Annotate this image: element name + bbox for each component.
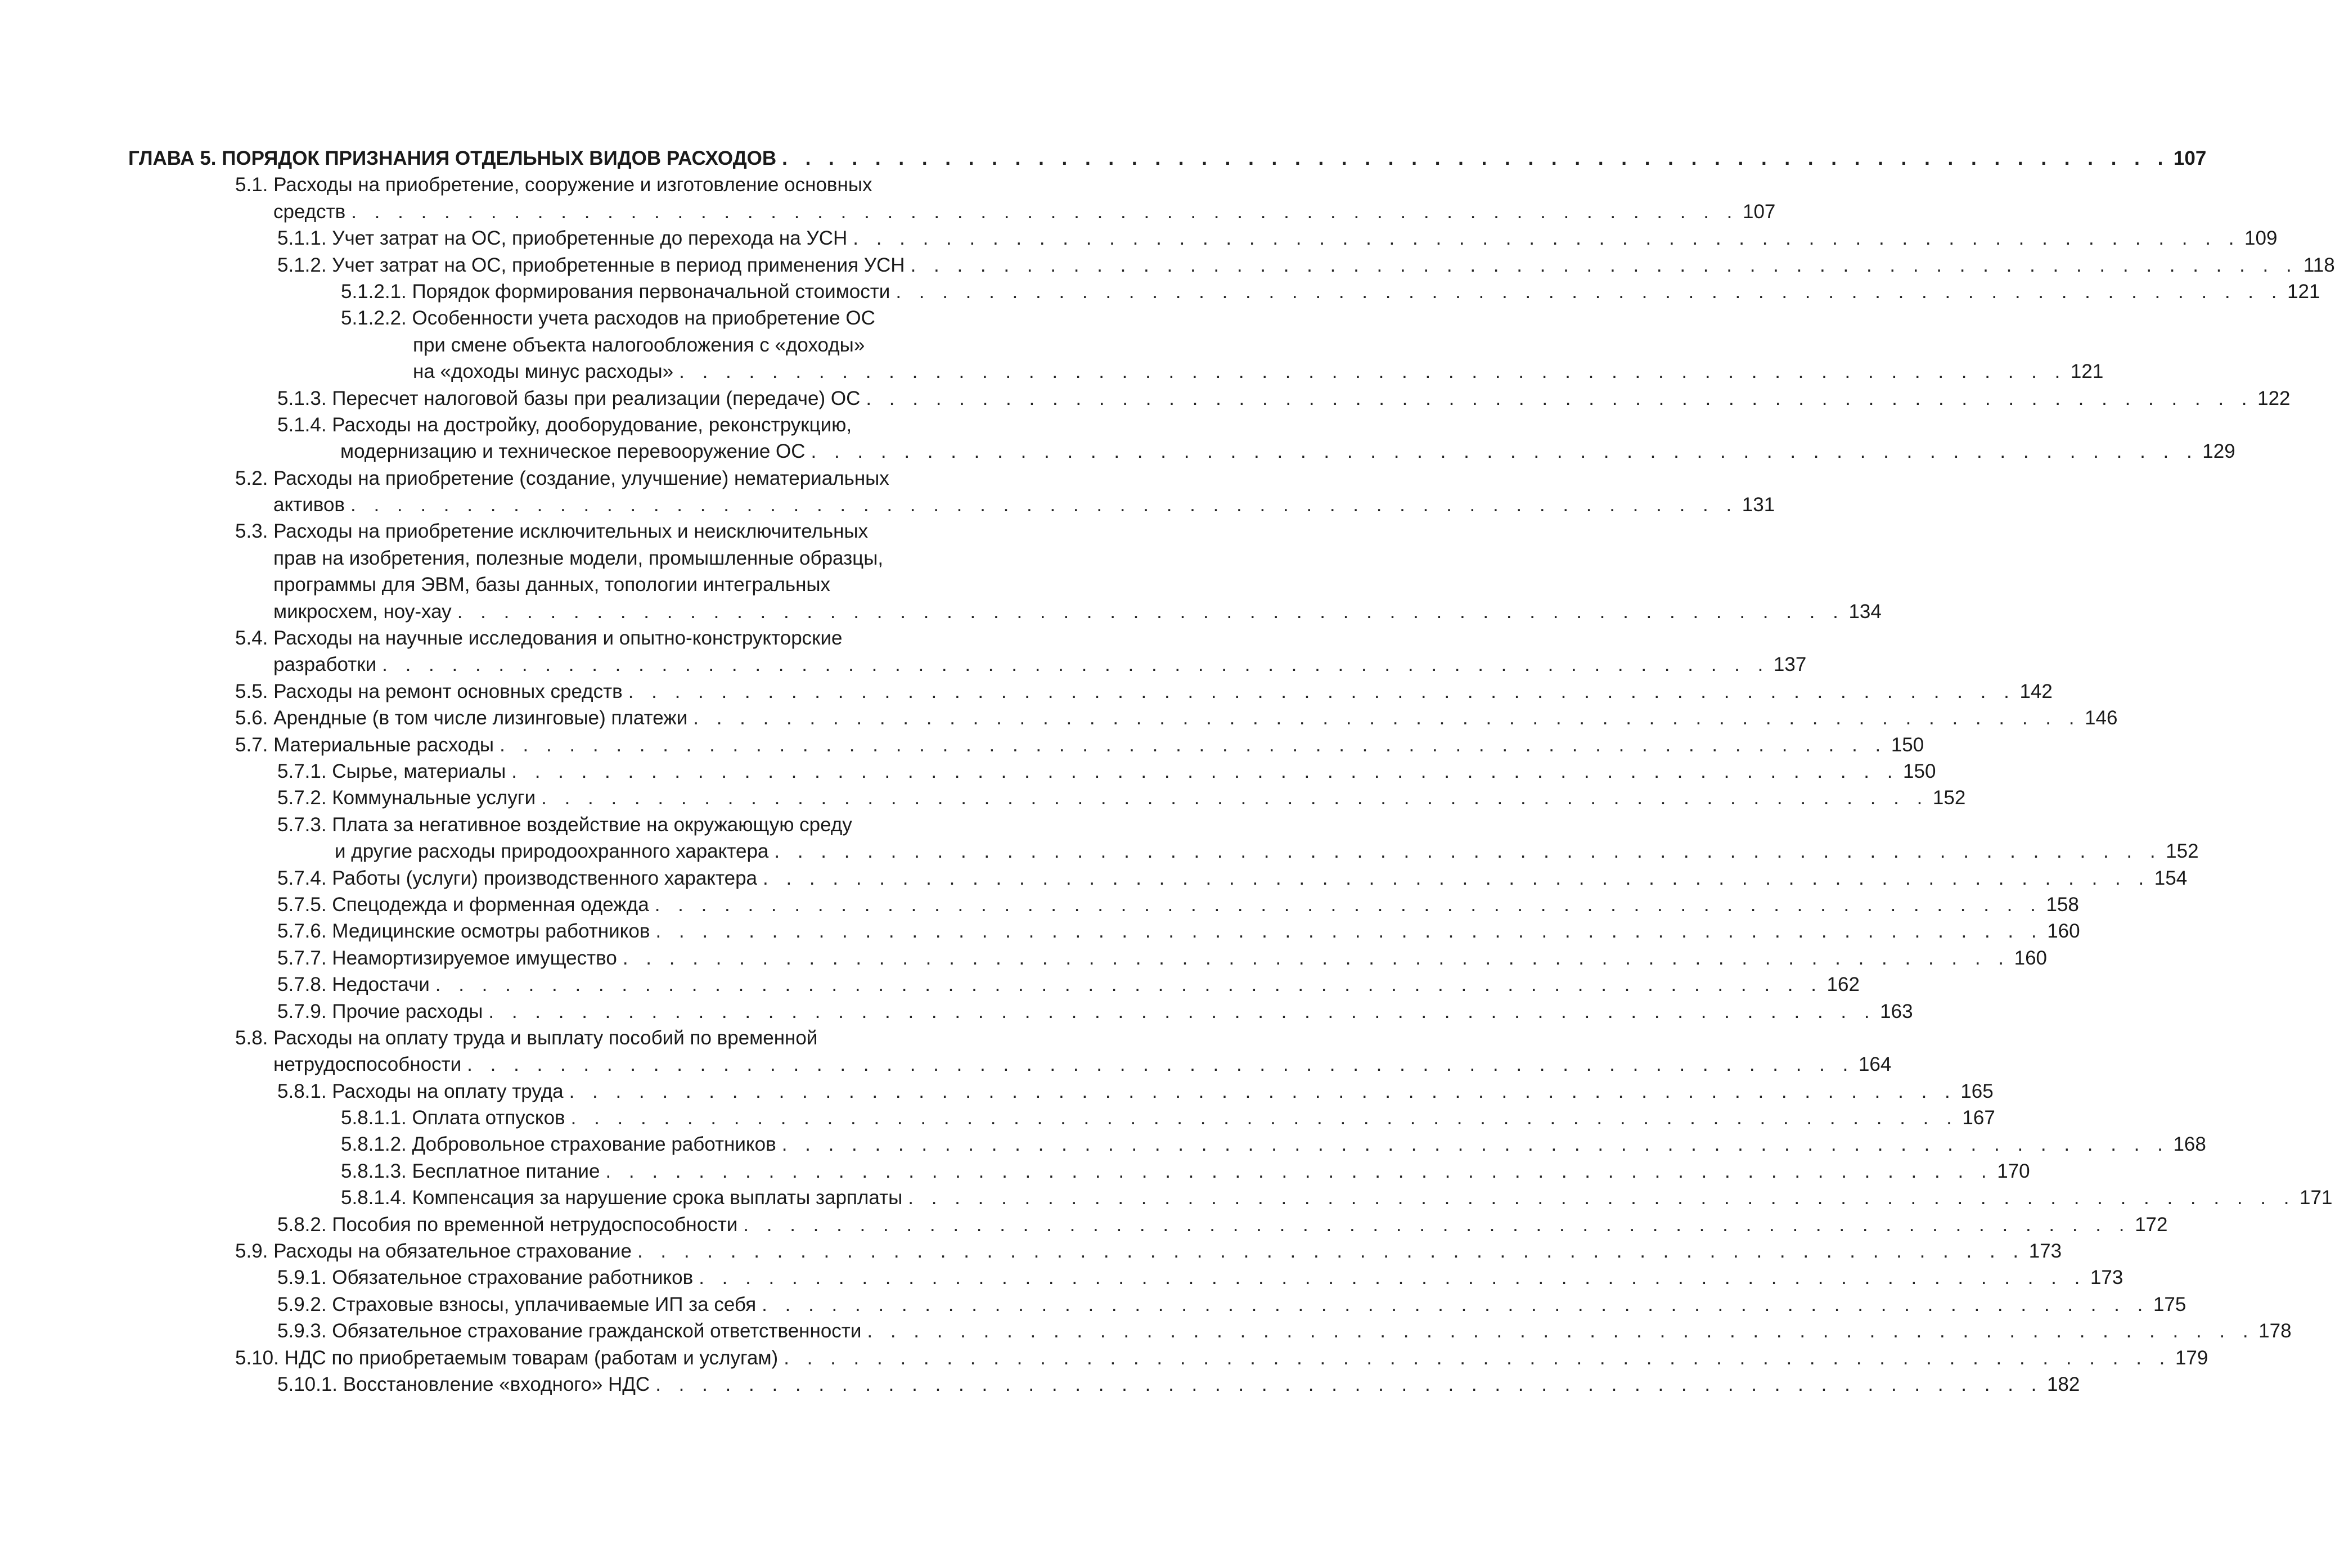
toc-entry: [128, 465, 960, 492]
toc-entry: [128, 918, 2080, 944]
toc-entry-continuation: [128, 545, 960, 571]
toc-entry: [128, 1345, 2208, 1371]
dot-leader: . . . . . . . . . . . . . . . . . . . . . . . . . . . . . . . . . . . . . . . . . . . . . . . . . . . . . . . . . . . .: [763, 867, 2150, 889]
toc-page-number: 158: [2046, 893, 2079, 916]
toc-entry: [128, 145, 2207, 172]
toc-page-number: 178: [2258, 1320, 2292, 1342]
toc-entry: [128, 1105, 1995, 1131]
toc-entry-title: 5.8.1.2. Добровольное страхование работников: [341, 1133, 776, 1156]
dot-leader: . . . . . . . . . . . . . . . . . . . . . . . . . . . . . . . . . . . . . . . . . . . . . . . . . . . . . . . . . . . .: [628, 680, 2015, 702]
toc-entry-title: 5.8.1.4. Компенсация за нарушение срока выплаты зарплаты: [341, 1187, 903, 1209]
toc-entry-continuation: [128, 598, 1882, 625]
toc-entry-title: 5.9.3. Обязательное страхование гражданской ответственности: [277, 1320, 862, 1342]
toc-entry: [128, 1371, 2080, 1398]
toc-entry: [128, 678, 2053, 705]
toc-entry-title: 5.1.2.2. Особенности учета расходов на приобретение ОС: [341, 307, 875, 330]
toc-page-number: 142: [2019, 680, 2053, 702]
toc-page-number: 122: [2257, 387, 2291, 409]
toc-page-number: 164: [1858, 1053, 1892, 1076]
toc-page-number: 168: [2173, 1133, 2206, 1156]
toc-entry: [128, 278, 2320, 305]
toc-entry-continuation: [128, 492, 1775, 518]
dot-leader: . . . . . . . . . . . . . . . . . . . . . . . . . . . . . . . . . . . . . . . . . . . . . . . . . . . . . . . . . . . .: [637, 1240, 2025, 1263]
toc-entry-title: разработки: [273, 654, 377, 676]
toc-entry: [128, 1131, 2206, 1157]
toc-entry: [128, 225, 2278, 251]
dot-leader: . . . . . . . . . . . . . . . . . . . . . . . . . . . . . . . . . . . . . . . . . . . . . . . . . . . . . . . . . . . .: [569, 1080, 1956, 1102]
toc-page-number: 165: [1960, 1080, 1994, 1102]
toc-entry-title: средств: [273, 200, 346, 223]
toc-entry: [128, 412, 960, 438]
toc-entry-title: 5.8.1.1. Оплата отпусков: [341, 1107, 565, 1129]
toc-page-number: 154: [2154, 867, 2188, 889]
toc-entry: [128, 1238, 2062, 1264]
dot-leader: . . . . . . . . . . . . . . . . . . . . . . . . . . . . . . . . . . . . . . . . . . . . . . . . . . . . . . . . . . . .: [511, 760, 1899, 782]
toc-entry: [128, 1318, 2292, 1344]
toc-entry: [128, 1291, 2186, 1318]
dot-leader: . . . . . . . . . . . . . . . . . . . . . . . . . . . . . . . . . . . . . . . . . . . . . . . . . . . . . . . . . . . .: [743, 1213, 2131, 1236]
toc-entry-title: 5.7.3. Плата за негативное воздействие на окружающую среду: [277, 813, 852, 836]
dot-leader: . . . . . . . . . . . . . . . . . . . . . . . . . . . . . . . . . . . . . . . . . . . . . . . . . . . . . . . . . . . .: [488, 1000, 1876, 1022]
toc-entry-title: при смене объекта налогообложения с «доходы»: [413, 334, 865, 356]
toc-entry-title: 5.7.9. Прочие расходы: [277, 1000, 483, 1022]
toc-entry-title: 5.8.1.3. Бесплатное питание: [341, 1160, 600, 1182]
toc-entry: [128, 945, 2048, 971]
toc-page-number: 173: [2090, 1267, 2123, 1289]
toc-entry-title: 5.9.2. Страховые взносы, уплачиваемые ИП за себя: [277, 1293, 757, 1315]
toc-page-number: 131: [1742, 494, 1775, 516]
toc-entry-title: 5.6. Арендные (в том числе лизинговые) платежи: [235, 707, 688, 729]
dot-leader: . . . . . . . . . . . . . . . . . . . . . . . . . . . . . . . . . . . . . . . . . . . . . . . . . . . . . . . . . . . .: [781, 1133, 2169, 1156]
toc-page-number: 173: [2028, 1240, 2062, 1263]
toc-entry-title: 5.8. Расходы на оплату труда и выплату пособий по временной: [235, 1026, 818, 1049]
toc-entry-title: на «доходы минус расходы»: [413, 361, 674, 383]
toc-page-number: 175: [2153, 1293, 2186, 1315]
toc-entry-continuation: [128, 1051, 1892, 1078]
dot-leader: . . . . . . . . . . . . . . . . . . . . . . . . . . . . . . . . . . . . . . . . . . . . . . . . . . . . . . . . . . . .: [605, 1160, 1993, 1182]
toc-entry-title: 5.9. Расходы на обязательное страхование: [235, 1240, 632, 1263]
dot-leader: . . . . . . . . . . . . . . . . . . . . . . . . . . . . . . . . . . . . . . . . . . . . . . . . . . . . . . . . . . . .: [784, 1346, 2171, 1369]
toc-entry-title: 5.1.2. Учет затрат на ОС, приобретенные в период применения УСН: [277, 254, 905, 276]
dot-leader: . . . . . . . . . . . . . . . . . . . . . . . . . . . . . . . . . . . . . . . . . . . . . . . . . . . . . . . . . . . .: [866, 387, 2253, 409]
toc-entry-title: 5.7.2. Коммунальные услуги: [277, 787, 536, 809]
toc-entry: [128, 758, 1936, 785]
toc-page-number: 137: [1773, 654, 1807, 676]
toc-entry-title: 5.5. Расходы на ремонт основных средств: [235, 680, 623, 702]
toc-page-number: 118: [2303, 254, 2335, 276]
toc-page-number: 163: [1880, 1000, 1913, 1022]
dot-leader: . . . . . . . . . . . . . . . . . . . . . . . . . . . . . . . . . . . . . . . . . . . . . . . . . . . . . . . . . . . .: [654, 893, 2042, 916]
toc-entry-title: 5.10. НДС по приобретаемым товарам (работам и услугам): [235, 1346, 779, 1369]
table-of-contents: [128, 145, 2335, 1398]
dot-leader: . . . . . . . . . . . . . . . . . . . . . . . . . . . . . . . . . . . . . . . . . . . . . . . . . . . . . . . . . . . .: [679, 361, 2067, 383]
toc-entry-title: 5.7.5. Спецодежда и форменная одежда: [277, 893, 649, 916]
dot-leader: . . . . . . . . . . . . . . . . . . . . . . . . . . . . . . . . . . . . . . . . . . . . . . . . . . . . . . . . . . . .: [782, 147, 2170, 169]
toc-entry: [128, 1078, 1994, 1105]
toc-page-number: 160: [2047, 920, 2080, 943]
dot-leader: . . . . . . . . . . . . . . . . . . . . . . . . . . . . . . . . . . . . . . . . . . . . . . . . . . . . . . . . . . . .: [867, 1320, 2255, 1342]
toc-page-number: 107: [1742, 200, 1776, 223]
toc-entry: [128, 518, 960, 544]
toc-page-number: 109: [2244, 227, 2278, 250]
toc-entry: [128, 1211, 2168, 1238]
dot-leader: . . . . . . . . . . . . . . . . . . . . . . . . . . . . . . . . . . . . . . . . . . . . . . . . . . . . . . . . . . . .: [435, 974, 1823, 996]
dot-leader: . . . . . . . . . . . . . . . . . . . . . . . . . . . . . . . . . . . . . . . . . . . . . . . . . . . . . . . . . . . .: [910, 254, 2298, 276]
toc-page-number: 107: [2173, 147, 2207, 169]
toc-page-number: 121: [2287, 280, 2320, 303]
toc-entry-title: прав на изобретения, полезные модели, промышленные образцы,: [273, 547, 884, 569]
toc-entry-title: нетрудоспособности: [273, 1053, 462, 1076]
toc-entry-continuation: [128, 199, 1776, 225]
toc-entry-title: 5.9.1. Обязательное страхование работников: [277, 1267, 694, 1289]
toc-entry: [128, 732, 1924, 758]
toc-entry: [128, 305, 960, 331]
toc-entry-title: 5.7.7. Неамортизируемое имущество: [277, 947, 617, 969]
dot-leader: . . . . . . . . . . . . . . . . . . . . . . . . . . . . . . . . . . . . . . . . . . . . . . . . . . . . . . . . . . . .: [699, 1267, 2086, 1289]
dot-leader: . . . . . . . . . . . . . . . . . . . . . . . . . . . . . . . . . . . . . . . . . . . . . . . . . . . . . . . . . . . .: [467, 1053, 1855, 1076]
toc-entry-title: микросхем, ноу-хау: [273, 600, 452, 623]
dot-leader: . . . . . . . . . . . . . . . . . . . . . . . . . . . . . . . . . . . . . . . . . . . . . . . . . . . . . . . . . . . .: [853, 227, 2240, 250]
toc-page-number: 150: [1903, 760, 1936, 782]
toc-entry: [128, 385, 2291, 412]
dot-leader: . . . . . . . . . . . . . . . . . . . . . . . . . . . . . . . . . . . . . . . . . . . . . . . . . . . . . . . . . . . .: [762, 1293, 2149, 1315]
toc-entry-title: и другие расходы природоохранного характера: [335, 840, 769, 863]
dot-leader: . . . . . . . . . . . . . . . . . . . . . . . . . . . . . . . . . . . . . . . . . . . . . . . . . . . . . . . . . . . .: [896, 280, 2283, 303]
toc-entry-title: 5.7. Материальные расходы: [235, 733, 494, 756]
toc-entry-title: программы для ЭВМ, базы данных, топологии интегральных: [273, 574, 831, 596]
toc-page-number: 172: [2135, 1213, 2168, 1236]
toc-page-number: 170: [1997, 1160, 2030, 1182]
dot-leader: . . . . . . . . . . . . . . . . . . . . . . . . . . . . . . . . . . . . . . . . . . . . . . . . . . . . . . . . . . . .: [457, 600, 1844, 623]
toc-page-number: 152: [2166, 840, 2199, 863]
toc-entry: [128, 971, 1860, 998]
dot-leader: . . . . . . . . . . . . . . . . . . . . . . . . . . . . . . . . . . . . . . . . . . . . . . . . . . . . . . . . . . . .: [655, 1373, 2043, 1395]
dot-leader: . . . . . . . . . . . . . . . . . . . . . . . . . . . . . . . . . . . . . . . . . . . . . . . . . . . . . . . . . . . .: [570, 1107, 1958, 1129]
dot-leader: . . . . . . . . . . . . . . . . . . . . . . . . . . . . . . . . . . . . . . . . . . . . . . . . . . . . . . . . . . . .: [382, 654, 1770, 676]
toc-entry: [128, 865, 2188, 891]
toc-entry: [128, 812, 960, 838]
toc-entry-title: 5.10.1. Восстановление «входного» НДС: [277, 1373, 650, 1395]
toc-page-number: 129: [2202, 440, 2235, 463]
toc-page-number: 150: [1891, 733, 1924, 756]
toc-entry: [128, 172, 960, 198]
toc-entry: [128, 1264, 2123, 1291]
toc-page-number: 167: [1962, 1107, 1995, 1129]
dot-leader: . . . . . . . . . . . . . . . . . . . . . . . . . . . . . . . . . . . . . . . . . . . . . . . . . . . . . . . . . . . .: [541, 787, 1929, 809]
toc-entry: [128, 252, 2335, 278]
toc-entry-continuation: [128, 438, 2235, 465]
toc-entry-title: 5.3. Расходы на приобретение исключительных и неисключительных: [235, 520, 869, 543]
toc-entry-title: 5.1. Расходы на приобретение, сооружение и изготовление основных: [235, 174, 872, 196]
toc-entry-continuation: [128, 332, 960, 358]
toc-entry-continuation: [128, 838, 2199, 864]
toc-entry-continuation: [128, 651, 1807, 678]
toc-entry-title: 5.1.3. Пересчет налоговой базы при реализации (передаче) ОС: [277, 387, 861, 409]
toc-entry-title: 5.7.1. Сырье, материалы: [277, 760, 506, 782]
dot-leader: . . . . . . . . . . . . . . . . . . . . . . . . . . . . . . . . . . . . . . . . . . . . . . . . . . . . . . . . . . . .: [693, 707, 2081, 729]
toc-page-number: 179: [2175, 1346, 2208, 1369]
toc-page-number: 160: [2014, 947, 2048, 969]
dot-leader: . . . . . . . . . . . . . . . . . . . . . . . . . . . . . . . . . . . . . . . . . . . . . . . . . . . . . . . . . . . .: [622, 947, 2010, 969]
toc-page-number: 152: [1932, 787, 1966, 809]
toc-entry: [128, 785, 1966, 811]
toc-page-number: 171: [2300, 1187, 2333, 1209]
toc-entry-title: 5.8.2. Пособия по временной нетрудоспособности: [277, 1213, 738, 1236]
toc-entry-title: 5.1.2.1. Порядок формирования первоначальной стоимости: [341, 280, 890, 303]
toc-entry-title: 5.1.4. Расходы на достройку, дооборудование, реконструкцию,: [277, 413, 852, 436]
toc-page-number: 134: [1848, 600, 1882, 623]
toc-entry: [128, 891, 2079, 918]
toc-entry: [128, 625, 960, 651]
toc-page-number: 182: [2046, 1373, 2080, 1395]
toc-entry: [128, 1158, 2030, 1184]
dot-leader: . . . . . . . . . . . . . . . . . . . . . . . . . . . . . . . . . . . . . . . . . . . . . . . . . . . . . . . . . . . .: [350, 494, 1738, 516]
dot-leader: . . . . . . . . . . . . . . . . . . . . . . . . . . . . . . . . . . . . . . . . . . . . . . . . . . . . . . . . . . . .: [811, 440, 2198, 463]
dot-leader: . . . . . . . . . . . . . . . . . . . . . . . . . . . . . . . . . . . . . . . . . . . . . . . . . . . . . . . . . . . .: [500, 733, 1887, 756]
toc-entry-title: активов: [273, 494, 345, 516]
toc-entry-title: 5.8.1. Расходы на оплату труда: [277, 1080, 564, 1102]
toc-page-number: 121: [2070, 361, 2104, 383]
dot-leader: . . . . . . . . . . . . . . . . . . . . . . . . . . . . . . . . . . . . . . . . . . . . . . . . . . . . . . . . . . . .: [774, 840, 2162, 863]
toc-entry-title: 5.7.8. Недостачи: [277, 974, 430, 996]
toc-entry-title: 5.7.6. Медицинские осмотры работников: [277, 920, 650, 943]
toc-entry-title: 5.4. Расходы на научные исследования и опытно-конструкторские: [235, 627, 843, 650]
dot-leader: . . . . . . . . . . . . . . . . . . . . . . . . . . . . . . . . . . . . . . . . . . . . . . . . . . . . . . . . . . . .: [908, 1187, 2296, 1209]
toc-entry-title: 5.1.1. Учет затрат на ОС, приобретенные до перехода на УСН: [277, 227, 848, 250]
toc-entry: [128, 1184, 2333, 1211]
toc-entry-title: 5.2. Расходы на приобретение (создание, улучшение) нематериальных: [235, 467, 889, 489]
toc-entry: [128, 1025, 960, 1051]
toc-entry-continuation: [128, 358, 2104, 385]
toc-entry-title: модернизацию и техническое перевооружение ОС: [340, 440, 806, 463]
toc-page-number: 162: [1826, 974, 1860, 996]
toc-entry-title: ГЛАВА 5. ПОРЯДОК ПРИЗНАНИЯ ОТДЕЛЬНЫХ ВИДОВ РАСХОДОВ: [128, 147, 777, 169]
dot-leader: . . . . . . . . . . . . . . . . . . . . . . . . . . . . . . . . . . . . . . . . . . . . . . . . . . . . . . . . . . . .: [655, 920, 2043, 943]
toc-entry: [128, 998, 1913, 1025]
toc-entry: [128, 705, 2118, 731]
dot-leader: . . . . . . . . . . . . . . . . . . . . . . . . . . . . . . . . . . . . . . . . . . . . . . . . . . . . . . . . . . . .: [351, 200, 1739, 223]
toc-page-number: 146: [2085, 707, 2118, 729]
toc-entry-continuation: [128, 571, 960, 598]
toc-entry-title: 5.7.4. Работы (услуги) производственного характера: [277, 867, 758, 889]
